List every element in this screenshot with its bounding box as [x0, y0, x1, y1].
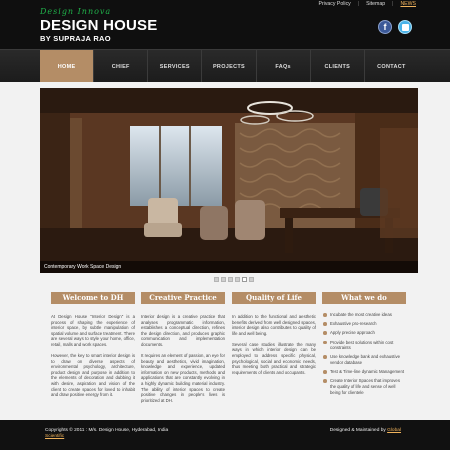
bullet-icon [323, 341, 327, 345]
list-item [322, 330, 406, 336]
news-link[interactable]: NEWS [400, 1, 416, 7]
column-heading: Welcome to DH [51, 292, 135, 304]
scientific-link[interactable]: Scientific [45, 434, 65, 439]
nav-item-clients[interactable]: CLIENTS [310, 50, 364, 83]
slide-caption: Contemporary Work Space Design [40, 261, 418, 273]
facebook-glyph: f [383, 22, 387, 32]
bullet-icon [323, 379, 327, 383]
column-paragraph: Interior design is a creative practice that analyses programmatic information, establishes a conceptual direction, refines the design direction, and produces graphic communication and implementation documents. [141, 314, 225, 347]
privacy-policy-link[interactable]: Privacy Policy [318, 1, 351, 7]
slide-dot-2[interactable] [221, 277, 226, 282]
column-paragraph: Several case studies illustrate the many ways in which interior design can be employed to address specific physical, psychological, social and economic needs, thus meeting both practical and strategic requirements of clients and occupants. [232, 341, 316, 375]
sitemap-link[interactable]: Sitemap [366, 1, 386, 7]
column-paragraph: However, the key to smart interior design is to draw on diverse aspects of environmental psychology, architecture, product design and purpose in addition to the elements of decoration and dubbing it with desire, aspiration and vision of the client to create spaces for loved to inhabit and draw positive energy from it. [51, 353, 135, 398]
slide-dot-5[interactable] [242, 277, 247, 282]
list-item-text: Use knowledge bank and exhaustive vendor database [330, 354, 400, 365]
bullet-icon [323, 331, 327, 335]
slideshow[interactable] [40, 88, 418, 273]
main-nav [0, 49, 450, 82]
bullet-icon [323, 355, 327, 359]
logo-subtitle: BY SUPRAJA RAO [40, 34, 111, 43]
copyright-text: Copyrights © 2011 : M/s. Design House, Hyderabad, India [45, 428, 169, 433]
separator: | [392, 1, 394, 7]
slide-image [40, 88, 418, 273]
list-item [322, 378, 406, 395]
welcome-column [51, 292, 135, 403]
list-item-text: Create Interior Spaces that improves the quality of life and sense of well being for clientele [330, 378, 400, 395]
list-item [322, 312, 406, 318]
list-item-text: Provide best solutions within cost constraints [330, 339, 394, 351]
nav-item-services[interactable]: SERVICES [147, 50, 201, 83]
top-links [318, 1, 416, 7]
column-paragraph: In addition to the functional and aesthetic benefits derived from well designed spaces, interior design also contributes to quality of life and well being. [232, 314, 316, 336]
column-heading: Quality of Life [232, 292, 316, 304]
column-heading: What we do [322, 292, 406, 304]
list-item [322, 354, 406, 365]
creative-practice-column [141, 292, 225, 409]
bullet-icon [323, 313, 327, 317]
nav-item-chief[interactable]: CHIEF [93, 50, 147, 83]
slide-pagination [214, 277, 254, 282]
bullet-icon [323, 322, 327, 326]
quality-of-life-column [232, 292, 316, 381]
list-item-text: Exhaustive pro-research [330, 321, 377, 327]
footer-credits [330, 428, 401, 433]
slide-dot-1[interactable] [214, 277, 219, 282]
services-list [322, 312, 406, 395]
slide-dot-6[interactable] [249, 277, 254, 282]
list-item-text: Apply precise approach [330, 330, 375, 336]
logo-script-text[interactable]: Design Innova [40, 7, 112, 16]
separator: | [357, 1, 360, 7]
twitter-icon[interactable] [398, 20, 412, 34]
bullet-icon [323, 370, 327, 374]
list-item [322, 340, 406, 351]
column-paragraph: At Design House "Interior Design" is a process of shaping the experience of interior space, by subtle manipulation of spatial volume and surface treatment. There are several ways to style your home, office, retail, malls and work spaces. [51, 314, 135, 347]
twitter-glyph [402, 24, 409, 31]
footer-copyright [45, 428, 215, 440]
nav-item-home[interactable]: HOME [40, 50, 93, 83]
nav-item-faqs[interactable]: FAQs [256, 50, 310, 83]
what-we-do-column [322, 292, 406, 399]
slide-dot-3[interactable] [228, 277, 233, 282]
nav-item-contact[interactable]: CONTACT [364, 50, 418, 83]
logo-title[interactable]: DESIGN HOUSE [40, 17, 158, 34]
list-item-text: Test & Time-line dynamic Management [330, 369, 405, 375]
list-item-text: Incubate the most creative ideas [330, 312, 392, 317]
designer-link[interactable]: Global [387, 428, 401, 433]
site-footer [0, 420, 450, 450]
column-paragraph: It requires an element of passion, an eye for beauty and aesthetics, vivid imagination, knowledge and experience, updated information on new products, methods and applications that are constantly evolving in a highly dynamic building material industry. The ability of interior spaces to create positive changes in people's lives is prioritized at DH. [141, 353, 225, 403]
nav-item-projects[interactable]: PROJECTS [201, 50, 255, 83]
facebook-icon[interactable] [378, 20, 392, 34]
column-heading: Creative Practice [141, 292, 225, 304]
designed-by-text: Designed & Maintained by [329, 428, 386, 433]
slide-dot-4[interactable] [235, 277, 240, 282]
list-item [322, 321, 406, 327]
site-header [0, 0, 450, 49]
list-item [322, 369, 406, 375]
